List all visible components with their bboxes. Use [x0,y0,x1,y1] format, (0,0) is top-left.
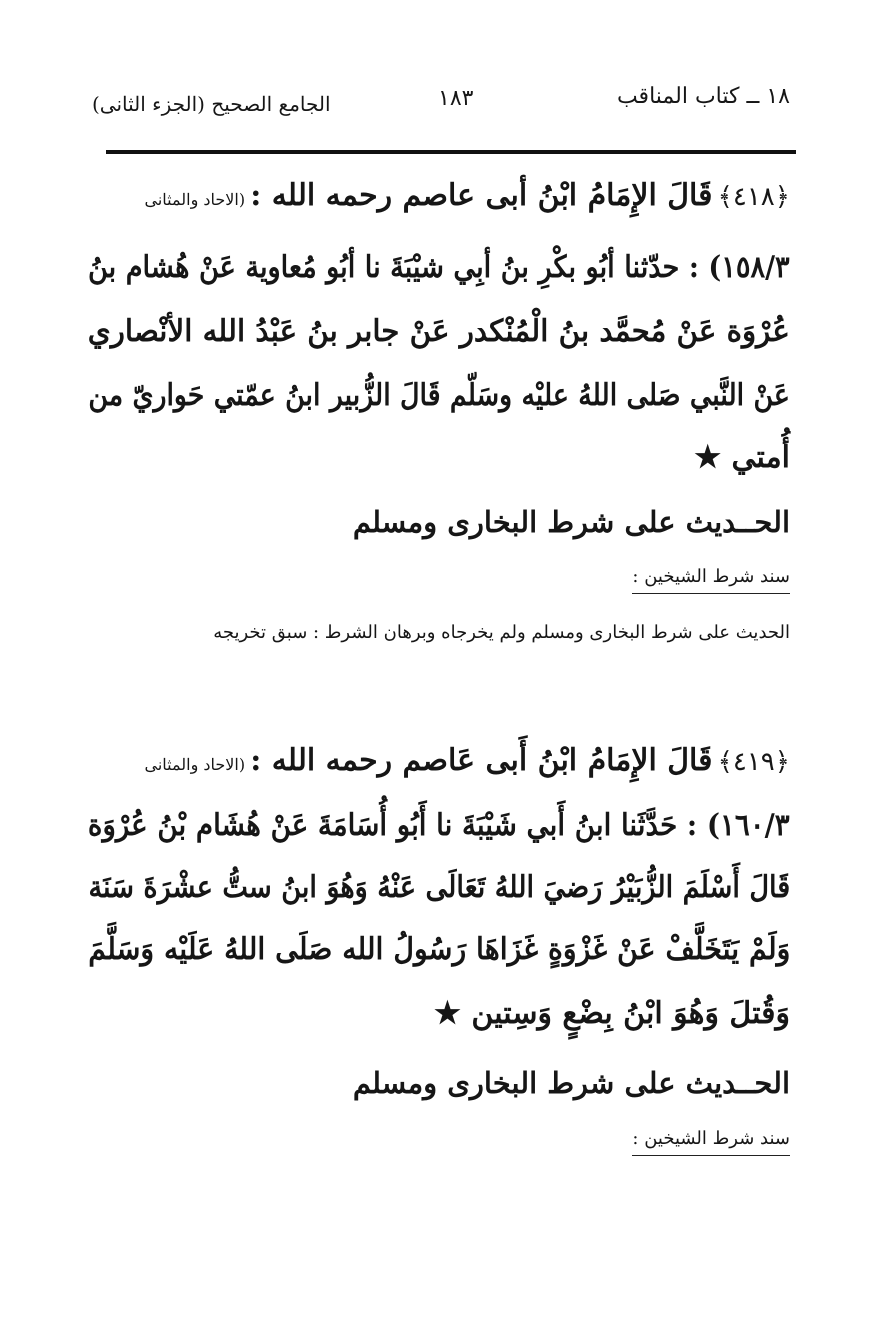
hadith-source: (الاحاد والمثانى [144,190,246,209]
header-rule [106,150,796,154]
hadith-line: ١٦٠/٣) : حَدَّثَنا ابنُ أَبي شَيْبَةَ نا أَبُو أُسَامَةَ عَنْ هُشَام بْنُ عُرْوَة [88,808,790,843]
hadith-title: قَالَ الإِمَامُ ابْنُ أبى عاصم رحمه الله : [250,178,713,213]
hadith-title: قَالَ الإِمَامُ ابْنُ أَبى عَاصم رحمه الله : [250,743,713,778]
hadith-heading [145,743,790,778]
hadith-line: ١٥٨/٣) : حدّثنا أبُو بكْرِ بنُ أبِي شيْبَةَ نا أبُو مُعاوية عَنْ هُشام بنُ [88,250,790,285]
hadith-line: عَنْ النَّبي صَلى اللهُ عليْه وسَلّم قَالَ الزُّبير ابنُ عمّتي حَواريّ من [88,378,790,413]
hadith-note: الحديث على شرط البخارى ومسلم ولم يخرجاه وبرهان الشرط : سبق تخريجه [213,622,790,643]
sanad-label: سند شرط الشيخين : [632,1128,790,1156]
hadith-line: أُمتي ★ [694,440,790,475]
hadith-line: وَلَمْ يَتَخَلَّفْ عَنْ غَزْوَةٍ غَزَاهَا رَسُولُ الله صَلَى اللهُ عَلَيْه وَسَلَّمَ [87,932,790,967]
page-number: ١٨٣ [438,86,474,111]
hadith-source: (الاحاد والمثانى [144,755,246,774]
header-book-title: الجامع الصحيح (الجزء الثانى) [92,92,331,116]
hadith-number: ﴿٤١٨﴾ [717,182,790,212]
sanad-label: سند شرط الشيخين : [632,566,790,594]
hadith-line: وَقُتلَ وَهُوَ ابْنُ بِضْعٍ وَسِتين ★ [434,996,790,1031]
hadith-verdict: الحــديث على شرط البخارى ومسلم [352,505,790,539]
hadith-line: قَالَ أَسْلَمَ الزُّبَيْرُ رَضيَ اللهُ تَعَالَى عَنْهُ وَهُوَ ابنُ ستُّ عشْرَةَ سَنَة [88,870,790,905]
header-chapter: ١٨ ــ كتاب المناقب [616,84,790,109]
hadith-verdict: الحــديث على شرط البخارى ومسلم [352,1066,790,1100]
hadith-line: عُرْوَة عَنْ مُحمَّد بنُ الْمُنْكدر عَنْ جابر بنُ عَبْدُ الله الأنْصاري [87,314,790,349]
hadith-heading [145,178,790,213]
hadith-number: ﴿٤١٩﴾ [717,747,790,777]
